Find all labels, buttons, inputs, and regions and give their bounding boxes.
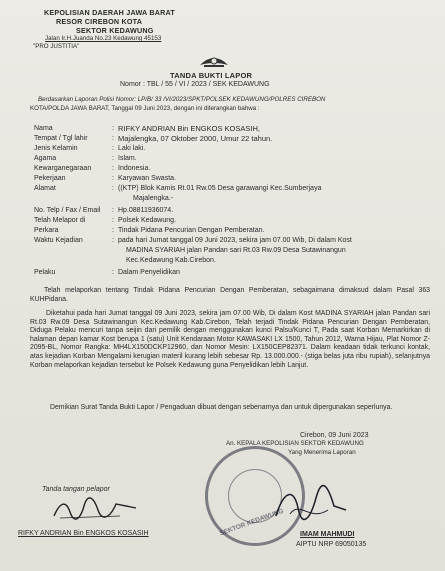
document-number: Nomor : TBL / 55 / VI / 2023 / SEK KEDAWUNG (120, 81, 270, 88)
header-line2: RESOR CIREBON KOTA (56, 17, 143, 26)
field-colon: : (112, 145, 114, 152)
document-title: TANDA BUKTI LAPOR (170, 71, 253, 80)
officer-signature (270, 480, 350, 525)
police-emblem-icon (196, 53, 232, 69)
officer-name: IMAM MAHMUDI (300, 531, 355, 538)
field-label: Perkara (34, 227, 59, 234)
field-colon: : (112, 269, 114, 276)
field-label: Agama (34, 155, 57, 162)
field-label: Telah Melapor di (34, 217, 86, 224)
field-label: Pekerjaan (34, 175, 66, 182)
field-value: pada hari Jumat tanggal 09 Juni 2023, sekira jam 07.00 Wib, Di dalam Kost (118, 237, 352, 244)
reporter-signature (50, 494, 140, 524)
stamp-text: SEKTOR KEDAWUNG (218, 507, 285, 538)
field-label: Alamat (34, 185, 56, 192)
field-value: Indonesia. (118, 165, 151, 172)
officer-rank: AIPTU NRP 69050135 (296, 541, 367, 548)
field-value-cont: MADINA SYARIAH jalan Pandan sari Rt.03 Rw.09 Desa Sutawinangun (126, 247, 346, 254)
field-value: RIFKY ANDRIAN Bin ENGKOS KOSASIH, (118, 124, 260, 133)
signatory-role: Yang Menerima Laporan (288, 449, 356, 456)
header-address: Jalan Ir.H.Juanda No.23 Kedawung 45153 (45, 35, 162, 42)
field-value: ((KTP) Blok Kamis Rt.01 Rw.05 Desa garawangi Kec.Sumberjaya (118, 185, 322, 192)
field-colon: : (112, 125, 114, 132)
field-colon: : (112, 237, 114, 244)
field-value: Islam. (118, 155, 137, 162)
field-label: Kewarganegaraan (34, 165, 92, 172)
reporter-signature-caption: Tanda tangan pelapor (42, 486, 110, 493)
basis-line2: KOTA/POLDA JAWA BARAT, Tanggal 09 Juni 2023, dengan ini diterangkan bahwa : (30, 105, 260, 112)
field-value: Laki laki. (118, 145, 146, 152)
header-line1: KEPOLISIAN DAERAH JAWA BARAT (44, 8, 175, 17)
field-label: Jenis Kelamin (34, 145, 78, 152)
report-paragraph-1: Telah melaporkan tentang Tindak Pidana Pencurian Dengan Pemberatan, sebagaimana dimaksud dalam Pasal 363 KUHPidana. (30, 287, 430, 303)
report-paragraph-3: Demikian Surat Tanda Bukti Lapor / Pengaduan dibuat dengan sebenarnya dan untuk dipergunakan seperlunya. (50, 404, 393, 411)
field-colon: : (112, 135, 114, 142)
field-colon: : (112, 175, 114, 182)
place-date: Cirebon, 09 Juni 2023 (300, 432, 369, 439)
basis-line1: Berdasarkan Laporan Polisi Nomor: LP/B/ 33 /VI/2023/SPKT/POLSEK KEDAWUNG/POLRES CIREBON (38, 96, 326, 103)
pro-justitia: "PRO JUSTITIA" (33, 43, 80, 50)
field-label: No. Telp / Fax / Email (34, 207, 101, 214)
field-value: Majalengka, 07 Oktober 2000, Umur 22 tahun. (118, 134, 273, 143)
field-colon: : (112, 207, 114, 214)
field-colon: : (112, 165, 114, 172)
field-value: Hp.08811936074. (118, 207, 174, 214)
reporter-name: RIFKY ANDRIAN Bin ENGKOS KOSASIH (18, 530, 149, 537)
field-value-cont: Majalengka.- (133, 195, 174, 202)
field-value: Polsek Kedawung. (118, 217, 176, 224)
field-label: Waktu Kejadian (34, 237, 83, 244)
header-line3: SEKTOR KEDAWUNG (76, 26, 154, 35)
field-value: Karyawan Swasta. (118, 175, 176, 182)
field-colon: : (112, 155, 114, 162)
field-colon: : (112, 227, 114, 234)
field-label: Nama (34, 125, 53, 132)
report-paragraph-2: Diketahui pada hari Jumat tanggal 09 Juni 2023, sekira jam 07.00 Wib, Di dalam Kost MADINA SYARIAH jalan Pandan sari Rt.03 Rw.09 Desa Sutawinangun Kec.Kedawung Kab.Cirebon, Telah terjadi Tindak Pidana Pencurian Dengan Pemberatan, Diduga Pelaku mencuri tanpa seijin dari pemilik dengan menggunakan kunci Palsu/Kunci T, Pada saat Korban Memarkirkan di halaman depan kamar Kost berupa 1 (satu) Unit Kendaraan Motor KAWASAKI LX 1500, Tahun 2012, Warna Hijau, Plat Nomor Z-2095-BL, Nomor Rangka: MH4LX150DCKP12960, dan Nomor Mesin: LX150CEP82371. Dalam keadaan tidak terkunci kontak, atas kejadian Korban Mengalami kerugian materil kurang lebih sebesar Rp. 13.000.000.- (stiga belas juta ribu rupiah), selanjutnya Korban melaporkan kejadian tersebut ke Polsek Kedawung guna Penyelidikan lebih Lanjut. (30, 310, 430, 369)
field-value-cont: Kec.Kedawung Kab.Cirebon. (126, 257, 216, 264)
field-colon: : (112, 185, 114, 192)
field-label: Pelaku (34, 269, 56, 276)
field-label: Tempat / Tgl lahir (34, 135, 88, 142)
signatory-title: An. KEPALA KEPOLISIAN SEKTOR KEDAWUNG (226, 440, 364, 447)
field-value: Tindak Pidana Pencurian Dengan Pemberatan. (118, 227, 265, 234)
field-colon: : (112, 217, 114, 224)
field-value: Dalam Penyelidikan (118, 269, 180, 276)
